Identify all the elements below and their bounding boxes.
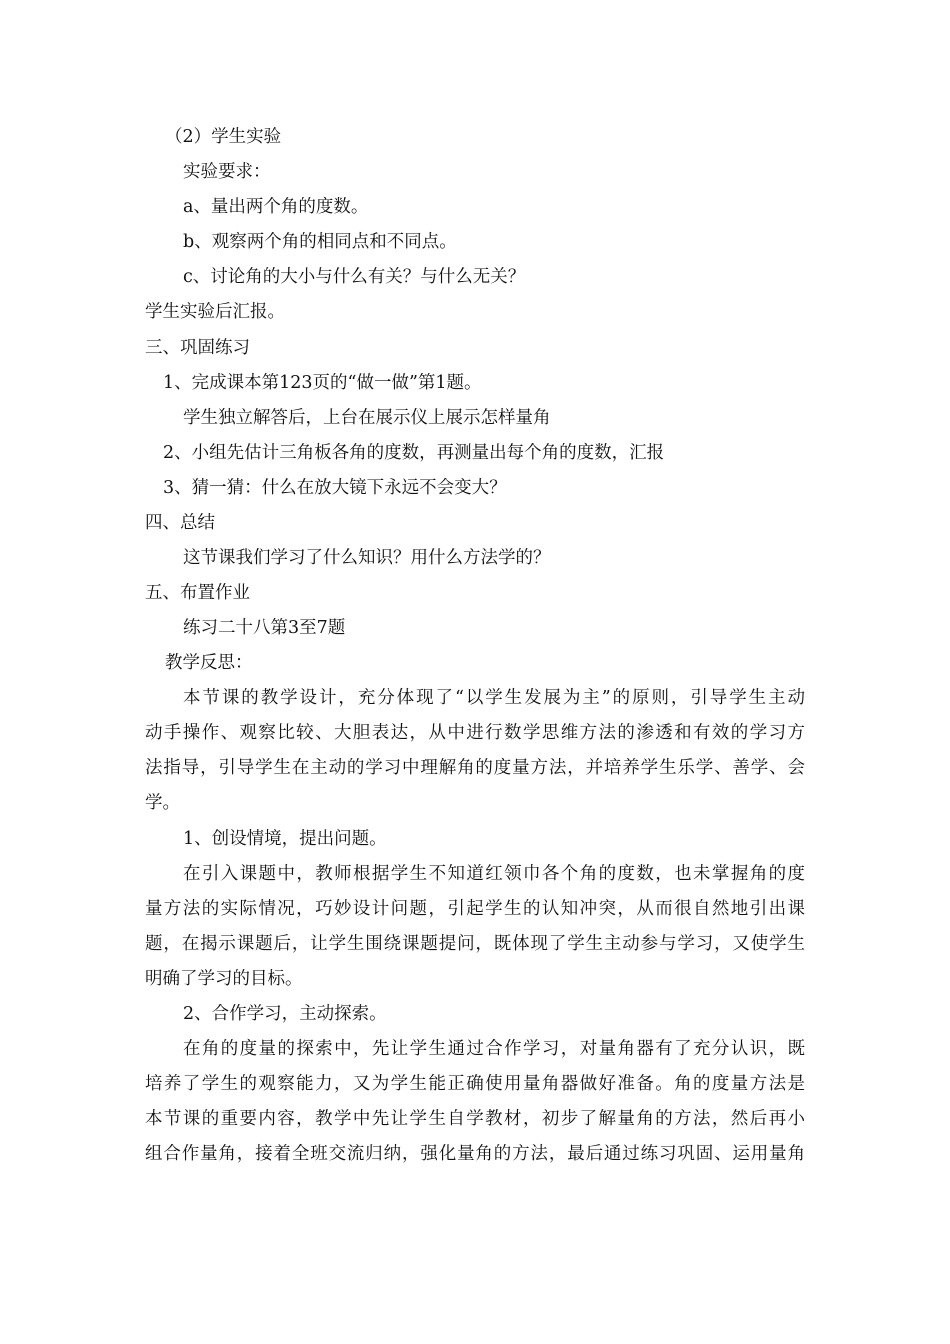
list-item: 3、猜一猜：什么在放大镜下永远不会变大？ [163,478,507,498]
section-heading: 五、布置作业 [145,583,250,603]
section-heading: 1、创设情境，提出问题。 [183,829,387,849]
paragraph-line: 本节课的教学设计，充分体现了“以学生发展为主”的原则，引导学生主动 [183,688,805,708]
list-item: 1、完成课本第123页的“做一做”第1题。 [163,373,482,393]
section-heading: 教学反思： [165,653,253,673]
paragraph-line: 本节课的重要内容，教学中先让学生自学教材，初步了解量角的方法，然后再小 [145,1109,805,1129]
paragraph-line: 动手操作、观察比较、大胆表达，从中进行数学思维方法的渗透和有效的学习方 [145,723,805,743]
list-item: b、观察两个角的相同点和不同点。 [183,232,457,252]
paragraph-line: 学。 [145,793,180,813]
list-item: 2、小组先估计三角板各角的度数，再测量出每个角的度数，汇报 [163,443,665,463]
paragraph-line: 明确了学习的目标。 [145,969,303,989]
section-heading: 四、总结 [145,513,215,533]
section-heading: （2）学生实验 [165,127,282,147]
paragraph-line: 在引入课题中，教师根据学生不知道红领巾各个角的度数，也未掌握角的度 [183,864,805,884]
paragraph-line: 量方法的实际情况，巧妙设计问题，引起学生的认知冲突，从而很自然地引出课 [145,899,805,919]
text-line: 这节课我们学习了什么知识？用什么方法学的？ [183,548,551,568]
text-line: 学生实验后汇报。 [145,302,285,322]
paragraph-line: 在角的度量的探索中，先让学生通过合作学习，对量角器有了充分认识，既 [183,1039,805,1059]
section-heading: 三、巩固练习 [145,338,250,358]
paragraph-line: 法指导，引导学生在主动的学习中理解角的度量方法，并培养学生乐学、善学、会 [145,758,805,778]
section-heading: 2、合作学习，主动探索。 [183,1004,387,1024]
list-item: a、量出两个角的度数。 [183,197,369,217]
text-line: 学生独立解答后，上台在展示仪上展示怎样量角 [183,408,551,428]
text-line: 实验要求： [183,162,271,182]
paragraph-line: 题，在揭示课题后，让学生围绕课题提问，既体现了学生主动参与学习，又使学生 [145,934,805,954]
paragraph-line: 组合作量角，接着全班交流归纳，强化量角的方法，最后通过练习巩固、运用量角 [145,1144,805,1164]
text-line: 练习二十八第3至7题 [183,618,346,638]
list-item: c、讨论角的大小与什么有关？与什么无关？ [183,267,526,287]
paragraph-line: 培养了学生的观察能力，又为学生能正确使用量角器做好准备。角的度量方法是 [145,1074,805,1094]
